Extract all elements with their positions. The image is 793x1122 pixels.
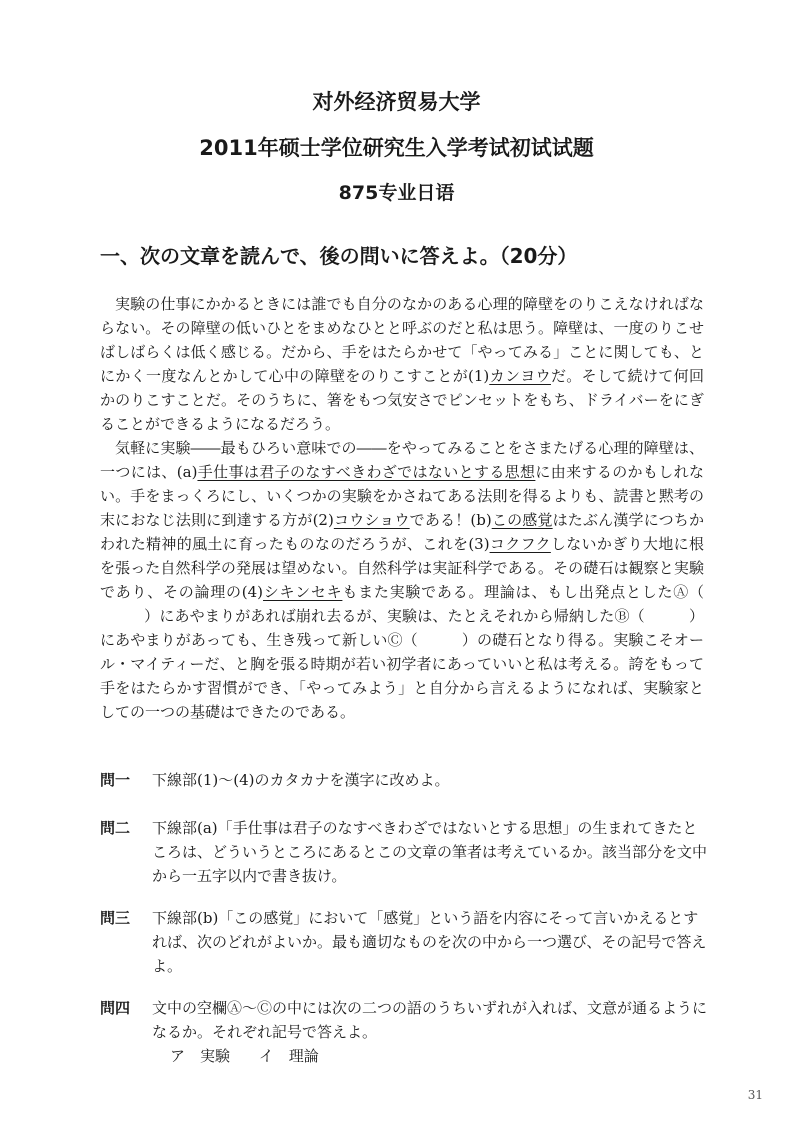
question-1 [100,768,712,792]
answer-choices [170,1044,712,1068]
university-title: 对外经济贸易大学 [312,90,481,114]
underline-1: カンヨウ [489,367,551,385]
passage-paragraph-2: 気軽に実験――最もひろい意味での――をやってみることをさまたげる心理的障壁は、一つには、(a)手仕事は君子のなすべきわざではないとする思想に由来するのかもしれない。手をまっくろにし、いくつかの実験をかさねてある法則を得るよりも、読書と黙考の末におなじ法則に到達する方が(2)コウショウである！(b)この感覚はたぶん漢学につちかわれた精神的風土に育ったものなのだろうが、これを(3)コクフクしないかぎり大地に根を張った自然科学の発展は望めない。自然科学は実証科学である。その礎石は観察と実験であり、その論理の(4)シキンセキもまた実験である。理論は、もし出発点としたⒶ（）にあやまりがあれば崩れ去るが、実験は、たとえそれから帰納したⒷ（ ）にあやまりがあっても、生き残って新しいⒸ（ ）の礎石となり得る。実験こそオール・マイティーだ、と胸を張る時期が若い初学者にあっていいと私は考える。誇をもって手をはたらかす習慣ができ、「やってみよう」と自分から言えるようになれば、実験家としての一つの基礎はできたのである。 [100,439,704,721]
question-text: 下線部(1)～(4)のカタカナを漢字に改めよ。 [152,771,450,789]
question-text: 下線部(a)「手仕事は君子のなすべきわざではないとする思想」の生まれてきたところは、どういうところにあるとこの文章の筆者は考えているか。該当部分を文中から一五字以内で書き抜け。 [152,819,708,885]
page-number: 31 [747,1088,763,1102]
underline-4: シキンセキ [263,583,343,601]
question-text: 文中の空欄Ⓐ～Ⓒの中には次の二つの語のうちいずれが入れば、文意が通るようになるか。それぞれ記号で答えよ。 [152,999,708,1041]
question-label: 問三 [100,909,131,927]
choice-b: イ 理論 [258,1047,319,1065]
question-label: 問四 [100,999,131,1017]
question-text: 下線部(b)「この感覚」において「感覚」という語を内容にそって言いかえるとすれば、次のどれがよいか。最も適切なものを次の中から一つ選び、その記号で答えよ。 [152,909,707,975]
blank-b: Ⓑ（ [614,607,645,625]
question-3 [100,906,712,978]
question-label: 問二 [100,819,131,837]
underline-b: この感覚 [491,511,553,529]
question-4 [100,996,712,1068]
underline-3: コクフク [489,535,551,553]
question-2 [100,816,712,888]
blank-c: Ⓒ（ [387,631,418,649]
choice-a: ア 実験 [170,1047,231,1065]
underline-2: コウショウ [333,511,410,529]
question-label: 問一 [100,771,131,789]
exam-title: 2011年硕士学位研究生入学考试初试试题 [199,136,594,160]
reading-passage [100,292,704,724]
subject-title: 875专业日语 [338,182,455,204]
section-heading: 一、次の文章を読んで、後の問いに答えよ。（20分） [100,244,578,268]
blank-a: Ⓐ（ [673,583,704,601]
passage-paragraph-1: 実験の仕事にかかるときには誰でも自分のなかのある心理的障壁をのりこえなければならない。その障壁の低いひとをまめなひとと呼ぶのだと私は思う。障壁は、一度のりこせばしばらくは低く感じる。だから、手をはたらかせて「やってみる」ことに関しても、とにかく一度なんとかして心中の障壁をのりこすことが(1)カンヨウだ。そして続けて何回かのりこすことだ。そのうちに、箸をもつ気安さでピンセットをもち、ドライバーをにぎることができるようになるだろう。 [100,295,704,433]
underline-a: 手仕事は君子のなすべきわざではないとする思想 [197,463,536,481]
